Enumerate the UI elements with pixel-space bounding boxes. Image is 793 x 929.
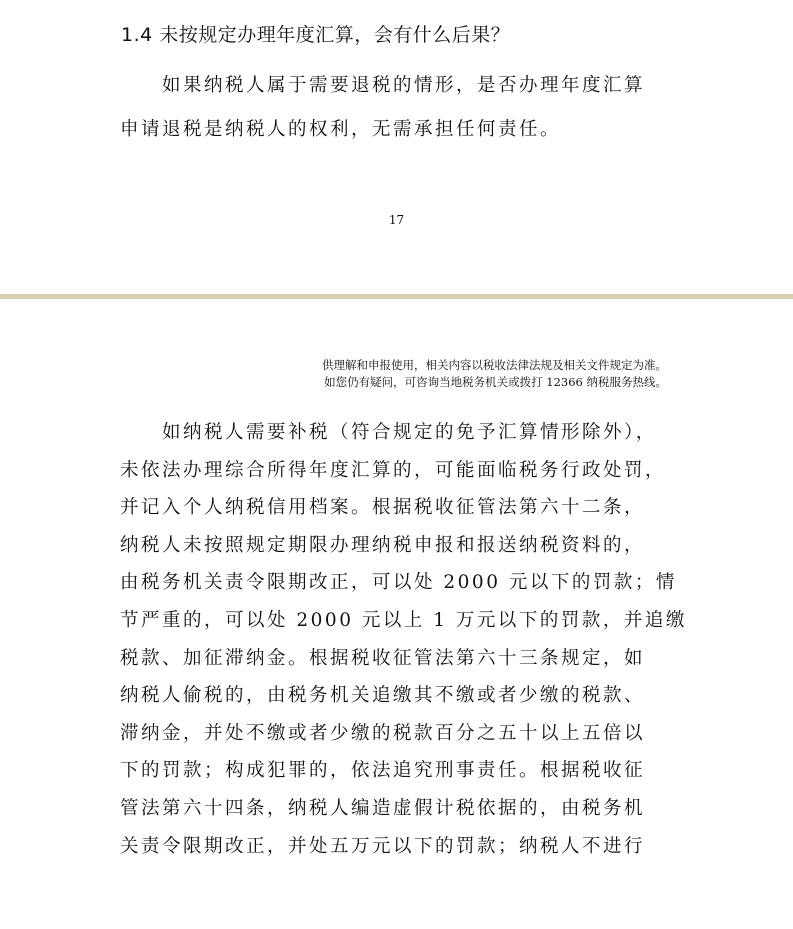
paragraph-line: 纳税人未按照规定期限办理纳税申报和报送纳税资料的， — [120, 534, 646, 556]
notice-line: 供理解和申报使用，相关内容以税收法律法规及相关文件规定为准。 — [322, 358, 667, 372]
paragraph-line: 并记入个人纳税信用档案。根据税收征管法第六十二条， — [120, 497, 646, 519]
paragraph-line: 纳税人偷税的，由税务机关追缴其不缴或者少缴的税款、 — [120, 685, 646, 707]
paragraph-line: 管法第六十四条，纳税人编造虚假计税依据的，由税务机 — [120, 797, 646, 819]
paragraph-refund — [120, 64, 675, 152]
page-number: 17 — [388, 213, 405, 227]
paragraph-line: 税款、加征滞纳金。根据税收征管法第六十三条规定，如 — [120, 647, 646, 669]
paragraph-line: 未依法办理综合所得年度汇算的，可能面临税务行政处罚， — [120, 459, 667, 481]
notice-line: 如您仍有疑问，可咨询当地税务机关或拨打 12366 纳税服务热线。 — [324, 375, 667, 389]
section-heading: 1.4 未按规定办理年度汇算，会有什么后果？ — [121, 24, 511, 46]
document-page-top — [0, 0, 793, 296]
paragraph-line: 由税务机关责令限期改正，可以处 2000 元以下的罚款；情 — [120, 572, 677, 594]
page-divider — [0, 294, 793, 299]
paragraph-line: 如果纳税人属于需要退税的情形，是否办理年度汇算 — [120, 75, 646, 96]
header-notice — [322, 357, 667, 391]
paragraph-line: 关责令限期改正，并处五万元以下的罚款；纳税人不进行 — [120, 835, 646, 857]
paragraph-line: 如纳税人需要补税（符合规定的免予汇算情形除外）， — [120, 422, 657, 443]
paragraph-penalties — [120, 414, 687, 865]
paragraph-line: 节严重的，可以处 2000 元以上 1 万元以下的罚款，并追缴 — [120, 609, 687, 631]
paragraph-line: 下的罚款；构成犯罪的，依法追究刑事责任。根据税收征 — [120, 760, 646, 782]
paragraph-line: 申请退税是纳税人的权利，无需承担任何责任。 — [120, 119, 562, 140]
paragraph-line: 滞纳金，并处不缴或者少缴的税款百分之五十以上五倍以 — [120, 722, 646, 744]
